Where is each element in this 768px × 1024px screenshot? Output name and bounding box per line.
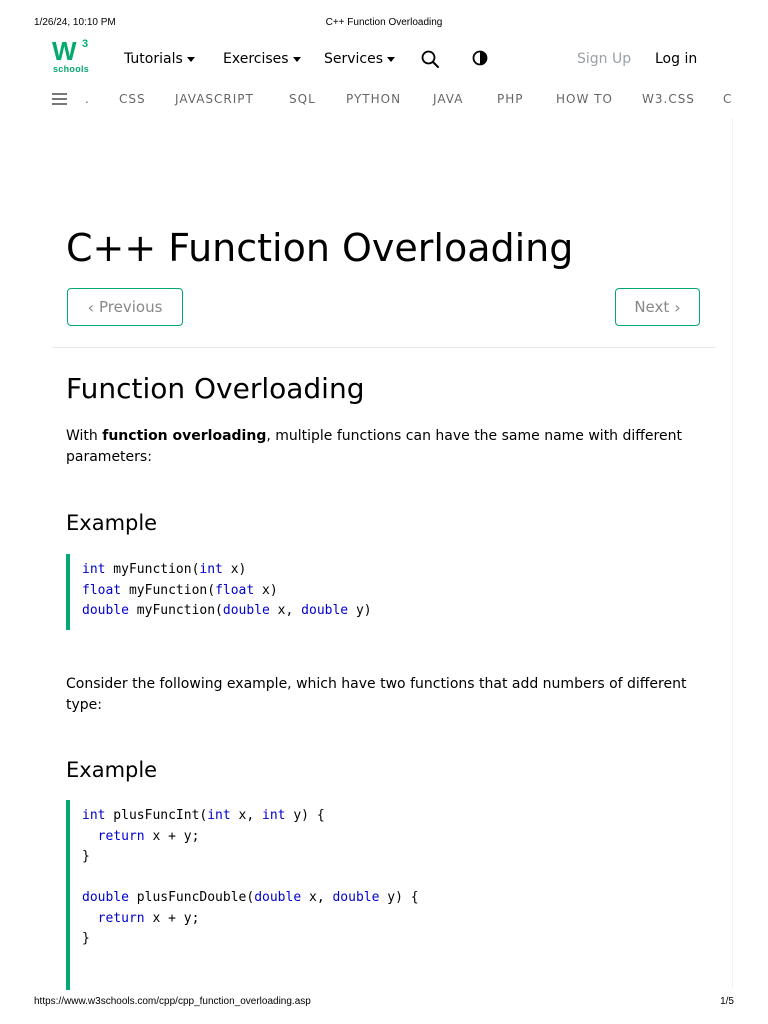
previous-label: Previous [99,298,163,316]
code-keyword: double [82,603,129,618]
code-text: plusFuncInt( [105,808,208,823]
subnav-item-w3css[interactable]: W3.CSS [642,92,695,106]
intro-paragraph [66,426,696,468]
code-line [82,601,700,622]
login-link[interactable]: Log in [655,51,698,67]
exercises-menu[interactable] [223,51,301,67]
example-heading-2: Example [66,758,158,782]
consider-paragraph: Consider the following example, which have two functions that add numbers of different type: [66,676,687,713]
print-page-number: 1/5 [720,996,734,1007]
code-text: myFunction( [121,582,216,598]
chevron-right-icon: › [674,297,681,317]
subnav-item-c[interactable]: C [723,92,733,106]
hamburger-menu-icon[interactable] [52,93,67,105]
code-line [82,581,700,602]
code-keyword: double [301,603,349,618]
code-keyword: return [97,828,145,844]
code-example-2 [66,800,700,990]
subnav-item-css[interactable]: CSS [119,92,146,106]
code-line [82,929,700,950]
subnav-item-howto[interactable]: HOW TO [556,92,613,106]
code-text: myFunction( [128,603,223,618]
code-text: y) { [379,890,419,905]
top-navbar [52,38,728,82]
services-label: Services [324,51,384,67]
page-title: C++ Function Overloading [66,226,574,270]
code-text: x) [254,582,278,598]
tutorials-menu[interactable] [124,51,195,67]
code-text: x, [269,603,302,618]
print-header [34,17,734,29]
previous-button[interactable] [67,288,183,326]
code-keyword: int [199,562,223,577]
print-datetime: 1/26/24, 10:10 PM [34,17,116,28]
caret-down-icon [187,57,195,62]
code-keyword: double [222,603,270,618]
example-heading: Example [66,511,158,535]
section-title: Function Overloading [66,372,365,405]
intro-after: , multiple functions can have the same name with different parameters: [66,428,682,465]
code-keyword: int [82,562,106,577]
subnav-item-truncated[interactable]: . [85,92,90,106]
logo-main: W [52,36,75,66]
content-edge [732,118,733,988]
code-line [82,847,700,868]
chevron-left-icon: ‹ [87,297,94,317]
code-text: x, [301,890,333,905]
exercises-label: Exercises [223,51,289,67]
code-text: x, [230,808,263,823]
print-doc-title: C++ Function Overloading [325,17,443,28]
print-footer [34,996,734,1008]
code-line [82,888,700,909]
code-keyword: double [332,890,380,905]
subject-navbar [52,88,734,112]
code-keyword: int [82,808,106,823]
w3schools-logo[interactable] [52,38,92,76]
tutorials-label: Tutorials [124,51,183,67]
subnav-item-javascript[interactable]: JAVASCRIPT [175,92,254,106]
code-text: x) [222,562,247,577]
caret-down-icon [387,57,395,62]
code-text: myFunction( [105,562,200,577]
code-example-1 [66,554,700,630]
search-icon[interactable] [421,50,439,68]
contrast-toggle-icon[interactable] [472,50,488,66]
subnav-item-sql[interactable]: SQL [289,92,316,106]
print-url: https://www.w3schools.com/cpp/cpp_function_overloading.asp [34,996,311,1007]
code-keyword: double [82,890,129,905]
divider [52,347,716,348]
services-menu[interactable] [324,51,395,67]
code-text: y) { [285,808,325,823]
code-line [82,827,700,848]
subnav-item-php[interactable]: PHP [497,92,524,106]
caret-down-icon [293,57,301,62]
code-keyword: int [262,808,286,823]
next-button[interactable] [615,288,700,326]
code-line [82,806,700,827]
code-text: x + y; [144,828,200,844]
logo-sub: schools [53,64,90,74]
subnav-item-python[interactable]: PYTHON [346,92,402,106]
code-keyword: return [97,910,145,926]
code-keyword: float [82,582,122,598]
code-text: } [82,931,90,946]
code-line [82,909,700,930]
code-text [82,829,98,844]
signup-link[interactable]: Sign Up [577,51,632,67]
code-line [82,868,700,889]
code-line [82,560,700,581]
code-text [82,911,98,926]
code-text: x + y; [144,910,200,926]
code-keyword: double [254,890,302,905]
intro-before: With [66,428,103,444]
code-text: plusFuncDouble( [128,890,255,905]
code-text: y) [348,603,372,618]
intro-bold: function overloading [102,428,267,444]
code-keyword: float [215,582,255,598]
code-text: } [82,849,90,864]
logo-sup: 3 [82,38,89,50]
code-keyword: int [207,808,231,823]
next-label: Next [634,298,670,316]
subnav-item-java[interactable]: JAVA [433,92,464,106]
